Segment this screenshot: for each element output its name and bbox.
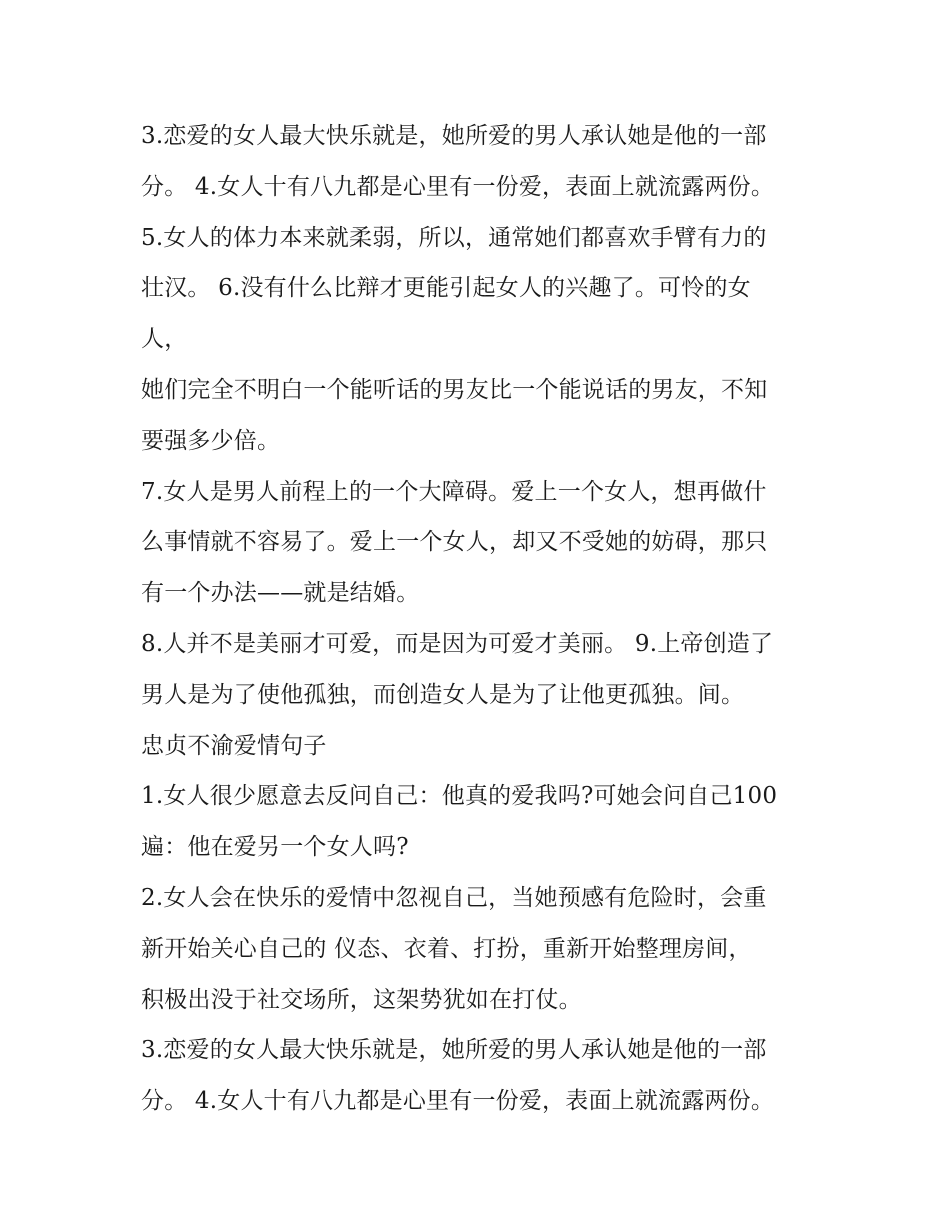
text-line: 么事情就不容易了。爱上一个女人，却又不受她的妨碍，那只 — [141, 529, 768, 556]
text-line: 积极出没于社交场所，这架势犹如在打仗。 — [141, 986, 582, 1013]
text-line: 新开始关心自己的 仪态、衣着、打扮，重新开始整理房间， — [141, 935, 752, 962]
text-line: 分。 4.女人十有八九都是心里有一份爱，表面上就流露两份。 — [141, 173, 775, 200]
text-line: 3.恋爱的女人最大快乐就是，她所爱的男人承认她是他的一部 — [141, 123, 767, 149]
text-line: 5.女人的体力本来就柔弱，所以，通常她们都喜欢手臂有力的 — [141, 224, 767, 251]
text-line: 壮汉。 6.没有什么比辩才更能引起女人的兴趣了。可怜的女 — [141, 275, 751, 302]
text-line: 7.女人是男人前程上的一个大障碍。爱上一个女人，想再做什 — [141, 478, 767, 505]
text-line: 要强多少倍。 — [141, 427, 281, 454]
section-heading: 忠贞不渝爱情句子 — [141, 732, 327, 759]
text-line: 人， — [141, 326, 188, 353]
text-line: 她们完全不明白一个能听话的男友比一个能说话的男友，不知 — [141, 376, 768, 403]
text-line: 3.恋爱的女人最大快乐就是，她所爱的男人承认她是他的一部 — [141, 1037, 767, 1064]
text-line: 1.女人很少愿意去反问自己：他真的爱我吗?可她会问自己100 — [141, 783, 778, 810]
text-line: 男人是为了使他孤独，而创造女人是为了让他更孤独。间。 — [141, 681, 745, 708]
document-body — [141, 111, 821, 1127]
text-line: 8.人并不是美丽才可爱，而是因为可爱才美丽。 9.上帝创造了 — [141, 630, 774, 657]
text-line: 有一个办法——就是结婚。 — [141, 580, 420, 607]
text-line: 2.女人会在快乐的爱情中忽视自己，当她预感有危险时，会重 — [141, 884, 767, 911]
text-line: 遍：他在爱另一个女人吗? — [141, 834, 409, 861]
text-line: 分。 4.女人十有八九都是心里有一份爱，表面上就流露两份。 — [141, 1088, 775, 1115]
